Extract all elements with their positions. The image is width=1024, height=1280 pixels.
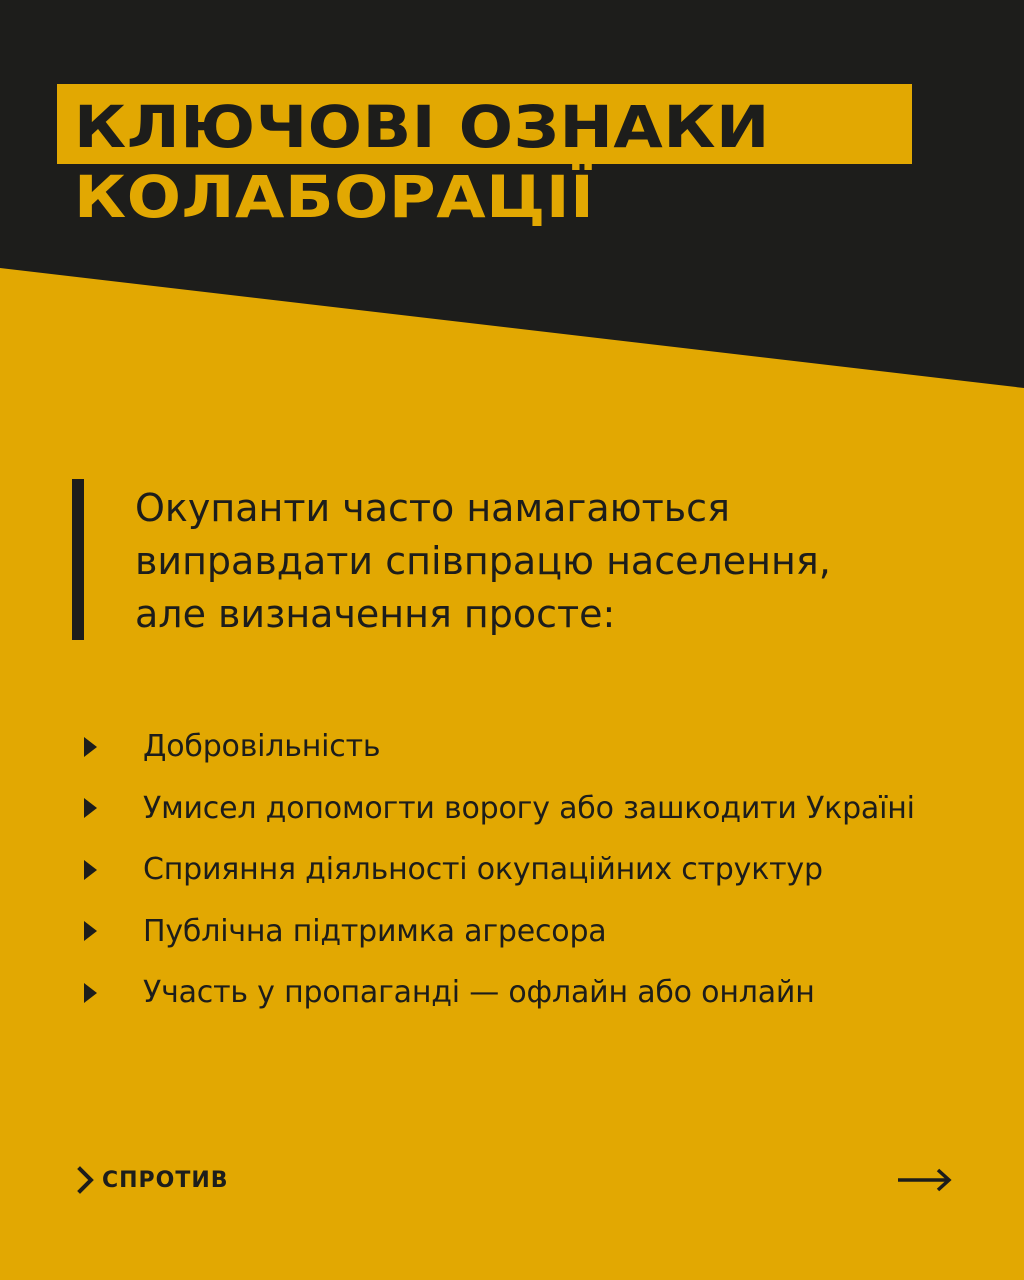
list-item-text: Публічна підтримка агресора xyxy=(143,913,607,949)
list-item xyxy=(84,839,915,901)
quote-bar xyxy=(72,479,84,640)
intro-text xyxy=(135,482,995,641)
triangle-bullet-icon xyxy=(84,983,97,1003)
triangle-bullet-icon xyxy=(84,921,97,941)
list-item-text: Добровільність xyxy=(143,729,381,765)
list-item xyxy=(84,901,915,963)
list-item xyxy=(84,778,915,840)
title-line-2: КОЛАБОРАЦІЇ xyxy=(74,163,595,231)
intro-line: але визначення просте: xyxy=(135,592,616,636)
list-item-text: Умисел допомогти ворогу або зашкодити Україні xyxy=(143,790,915,826)
intro-line: Окупанти часто намагаються xyxy=(135,486,730,530)
chevron-right-icon xyxy=(76,1166,96,1194)
triangle-bullet-icon xyxy=(84,798,97,818)
arrow-right-icon[interactable] xyxy=(896,1165,954,1195)
intro-line: виправдати співпрацю населення, xyxy=(135,539,831,583)
page-title xyxy=(74,92,770,232)
triangle-bullet-icon xyxy=(84,860,97,880)
list-item-text: Участь у пропаганді — офлайн або онлайн xyxy=(143,975,815,1011)
title-line-1: КЛЮЧОВІ ОЗНАКИ xyxy=(74,93,770,161)
list-item xyxy=(84,962,915,1024)
brand-name: СПРОТИВ xyxy=(102,1167,229,1193)
brand-logo xyxy=(76,1162,229,1198)
list-item xyxy=(84,716,915,778)
criteria-list xyxy=(84,716,915,1024)
triangle-bullet-icon xyxy=(84,737,97,757)
list-item-text: Сприяння діяльності окупаційних структур xyxy=(143,852,823,888)
